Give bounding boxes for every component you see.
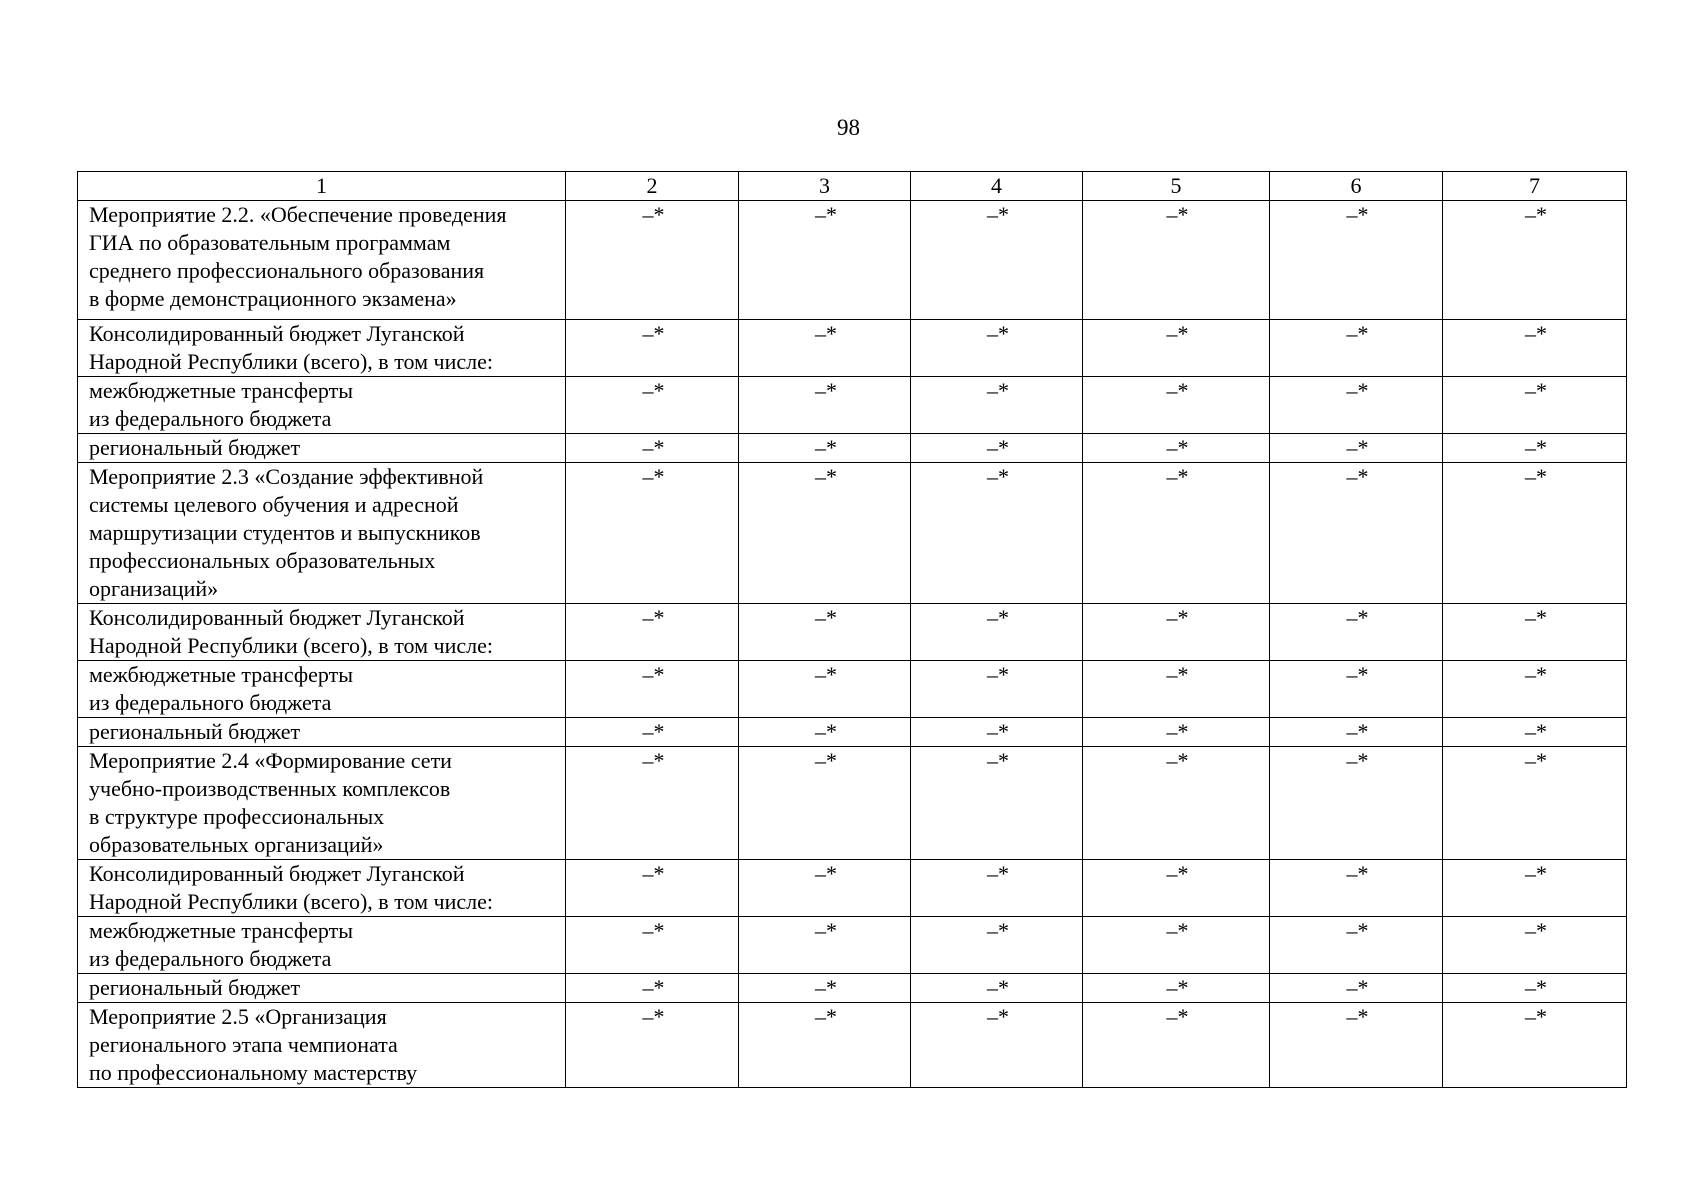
value-cell: –* [911,201,1083,320]
value-cell: –* [1443,201,1627,320]
value-cell: –* [1270,434,1443,463]
value-cell: –* [911,974,1083,1003]
column-header: 6 [1270,172,1443,201]
value-cell: –* [1270,917,1443,974]
value-cell: –* [739,747,911,860]
value-cell: –* [1270,718,1443,747]
value-cell: –* [566,747,739,860]
table-row [78,661,1627,718]
value-cell: –* [1443,747,1627,860]
value-cell: –* [1083,661,1270,718]
table-row [78,201,1627,320]
value-cell: –* [1083,604,1270,661]
value-cell: –* [739,201,911,320]
value-cell: –* [739,661,911,718]
value-cell: –* [1443,604,1627,661]
value-cell: –* [911,747,1083,860]
column-header: 2 [566,172,739,201]
value-cell: –* [911,604,1083,661]
activity-name-cell: Мероприятие 2.2. «Обеспечение проведения ГИА по образовательным программам среднего профессионального образования в форме демонстрационного экзамена» [78,201,566,320]
table-row [78,718,1627,747]
budget-table [77,171,1627,1088]
table-row [78,377,1627,434]
value-cell: –* [1083,1003,1270,1088]
value-cell: –* [566,917,739,974]
value-cell: –* [739,860,911,917]
value-cell: –* [1083,747,1270,860]
value-cell: –* [1083,974,1270,1003]
value-cell: –* [1270,201,1443,320]
value-cell: –* [911,320,1083,377]
table-row [78,860,1627,917]
value-cell: –* [1270,377,1443,434]
value-cell: –* [911,860,1083,917]
value-cell: –* [1270,747,1443,860]
value-cell: –* [1443,320,1627,377]
value-cell: –* [1443,463,1627,604]
value-cell: –* [1083,201,1270,320]
value-cell: –* [566,201,739,320]
value-cell: –* [1083,434,1270,463]
value-cell: –* [1270,860,1443,917]
value-cell: –* [911,917,1083,974]
value-cell: –* [739,917,911,974]
value-cell: –* [1443,434,1627,463]
table-row [78,463,1627,604]
value-cell: –* [1083,377,1270,434]
value-cell: –* [566,661,739,718]
column-header: 4 [911,172,1083,201]
budget-name-cell: региональный бюджет [78,434,566,463]
value-cell: –* [1083,320,1270,377]
value-cell: –* [911,434,1083,463]
value-cell: –* [739,604,911,661]
header-row [78,172,1627,201]
table-row [78,320,1627,377]
value-cell: –* [1270,604,1443,661]
value-cell: –* [566,604,739,661]
value-cell: –* [1443,377,1627,434]
value-cell: –* [1083,463,1270,604]
value-cell: –* [739,1003,911,1088]
value-cell: –* [1443,917,1627,974]
table-row [78,434,1627,463]
value-cell: –* [911,661,1083,718]
column-header: 7 [1443,172,1627,201]
value-cell: –* [566,434,739,463]
value-cell: –* [1270,1003,1443,1088]
budget-name-cell: межбюджетные трансферты из федерального бюджета [78,661,566,718]
value-cell: –* [911,463,1083,604]
table-row [78,974,1627,1003]
budget-name-cell: Консолидированный бюджет Луганской Народной Республики (всего), в том числе: [78,860,566,917]
value-cell: –* [1443,661,1627,718]
activity-name-cell: Мероприятие 2.5 «Организация регионального этапа чемпионата по профессиональному мастерству [78,1003,566,1088]
value-cell: –* [911,377,1083,434]
value-cell: –* [1083,917,1270,974]
value-cell: –* [1083,860,1270,917]
value-cell: –* [1443,974,1627,1003]
value-cell: –* [739,718,911,747]
value-cell: –* [1443,718,1627,747]
budget-name-cell: региональный бюджет [78,974,566,1003]
value-cell: –* [566,718,739,747]
column-header: 1 [78,172,566,201]
value-cell: –* [911,718,1083,747]
value-cell: –* [1270,463,1443,604]
value-cell: –* [1443,1003,1627,1088]
value-cell: –* [1443,860,1627,917]
table-row [78,917,1627,974]
value-cell: –* [566,320,739,377]
column-header: 5 [1083,172,1270,201]
budget-name-cell: межбюджетные трансферты из федерального бюджета [78,377,566,434]
value-cell: –* [566,974,739,1003]
value-cell: –* [1083,718,1270,747]
activity-name-cell: Мероприятие 2.3 «Создание эффективной системы целевого обучения и адресной маршрутизации студентов и выпускников профессиональных образовательных организаций» [78,463,566,604]
budget-name-cell: Консолидированный бюджет Луганской Народной Республики (всего), в том числе: [78,604,566,661]
value-cell: –* [739,320,911,377]
table-row [78,747,1627,860]
value-cell: –* [566,377,739,434]
budget-name-cell: Консолидированный бюджет Луганской Народной Республики (всего), в том числе: [78,320,566,377]
value-cell: –* [566,1003,739,1088]
value-cell: –* [1270,974,1443,1003]
budget-name-cell: межбюджетные трансферты из федерального бюджета [78,917,566,974]
value-cell: –* [566,463,739,604]
value-cell: –* [739,434,911,463]
value-cell: –* [739,974,911,1003]
value-cell: –* [1270,320,1443,377]
table-row [78,604,1627,661]
table-row [78,1003,1627,1088]
column-header: 3 [739,172,911,201]
value-cell: –* [739,463,911,604]
value-cell: –* [739,377,911,434]
value-cell: –* [911,1003,1083,1088]
activity-name-cell: Мероприятие 2.4 «Формирование сети учебно-производственных комплексов в структуре профессиональных образовательных организаций» [78,747,566,860]
budget-name-cell: региональный бюджет [78,718,566,747]
page-number: 98 [837,115,860,140]
value-cell: –* [566,860,739,917]
value-cell: –* [1270,661,1443,718]
